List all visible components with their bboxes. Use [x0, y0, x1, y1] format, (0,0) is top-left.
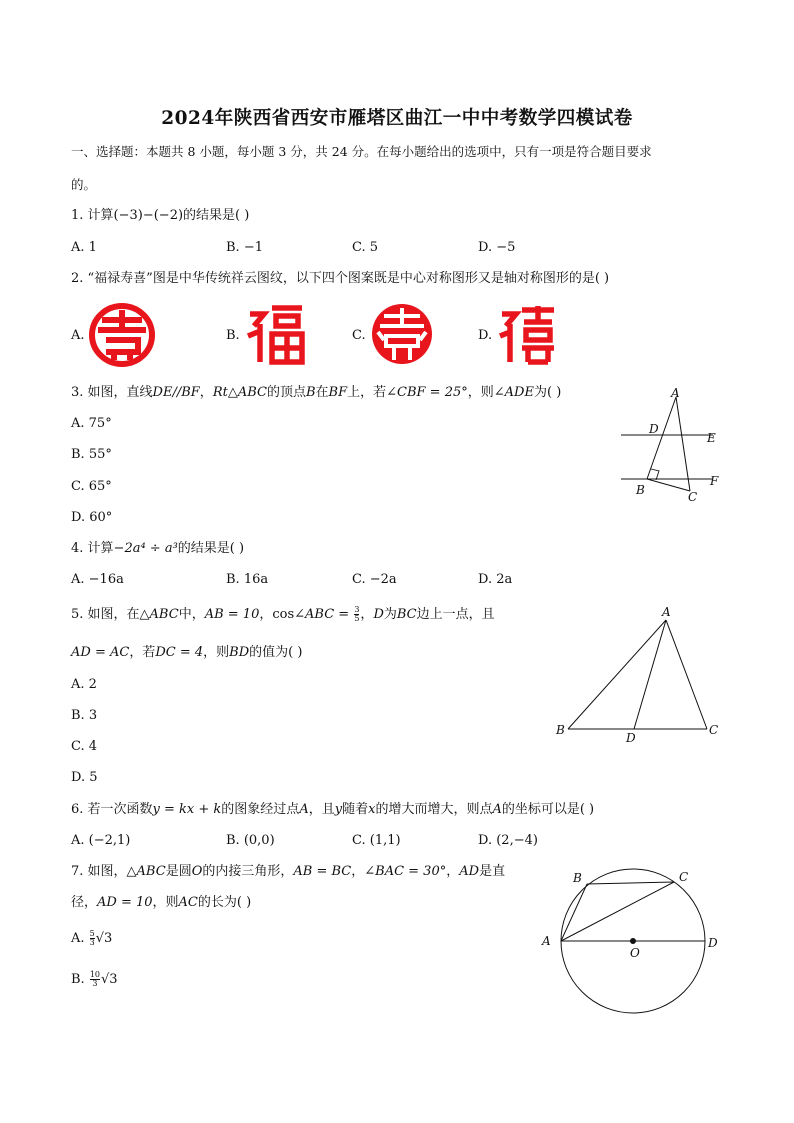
segment-ab	[647, 397, 676, 479]
section-heading-cont: 的。	[71, 177, 97, 192]
q1-stem: 1. 计算(−3)−(−2)的结果是( )	[71, 208, 250, 223]
q3-stem: 3. 如图，直线DE//BF，Rt△ABC的顶点B在BF上，若∠CBF = 25°，则∠ADE为( )	[71, 385, 562, 400]
shou-character-image	[88, 302, 156, 368]
q5-option-d[interactable]: D. 5	[71, 770, 98, 785]
label-d: D	[708, 936, 718, 950]
segment-ab	[561, 884, 587, 941]
q6-option-d[interactable]: D. (2,−4)	[478, 833, 538, 848]
label-b: B	[636, 483, 645, 497]
section-heading: 一、选择题：本题共 8 小题，每小题 3 分，共 24 分。在每小题给出的选项中，只有一项是符合题目要求	[71, 144, 652, 159]
q4-option-d[interactable]: D. 2a	[478, 572, 513, 587]
q2-stem: 2. “福禄寿喜”图是中华传统祥云图纹，以下四个图案既是中心对称图形又是轴对称图形的是( )	[71, 271, 610, 286]
label-a: A	[542, 934, 551, 948]
right-angle-mark	[651, 469, 659, 480]
q6-stem: 6. 若一次函数y = kx + k的图象经过点A，且y随着x的增大而增大，则点A的坐标可以是( )	[71, 802, 595, 817]
q3-option-c[interactable]: C. 65°	[71, 479, 112, 494]
q2-option-d[interactable]: D.	[478, 328, 493, 343]
label-o: O	[630, 946, 640, 960]
q4-option-c[interactable]: C. −2a	[352, 572, 397, 587]
q5-option-c[interactable]: C. 4	[71, 739, 98, 754]
q4-option-b[interactable]: B. 16a	[226, 572, 269, 587]
q7-stem: 7. 如图，△ABC是圆O的内接三角形，AB = BC，∠BAC = 30°，AD是直	[71, 864, 506, 879]
q6-option-a[interactable]: A. (−2,1)	[71, 833, 131, 848]
q7-figure	[535, 862, 725, 1020]
q5-option-b[interactable]: B. 3	[71, 708, 98, 723]
q3-option-b[interactable]: B. 55°	[71, 447, 112, 462]
label-b: B	[573, 871, 582, 885]
q1-option-c[interactable]: C. 5	[352, 240, 379, 255]
label-d: D	[649, 422, 659, 436]
segment-ac	[561, 882, 674, 941]
q7-option-b[interactable]: B. $\frac{10}{3}$ √3	[71, 970, 118, 988]
q3-option-d[interactable]: D. 60°	[71, 510, 113, 525]
q5-figure	[552, 602, 728, 748]
label-c: C	[688, 490, 698, 504]
segment-ac	[676, 397, 690, 491]
label-c: C	[709, 723, 719, 737]
xi-character-image	[496, 302, 558, 366]
q5-stem-cont: AD = AC，若DC = 4，则BD的值为( )	[71, 645, 303, 660]
q1-option-b[interactable]: B. −1	[226, 240, 263, 255]
fu-character-image	[244, 302, 306, 366]
label-c: C	[679, 870, 689, 884]
label-d: D	[626, 731, 636, 745]
segment-ad	[634, 620, 666, 729]
label-a: A	[662, 605, 671, 619]
q3-figure	[615, 385, 725, 505]
q1-option-a[interactable]: A. 1	[71, 240, 97, 255]
q3-option-a[interactable]: A. 75°	[71, 416, 112, 431]
label-e: E	[707, 431, 716, 445]
q1-option-d[interactable]: D. −5	[478, 240, 516, 255]
q7-option-a[interactable]: A. $\frac{5}{3}$ √3	[71, 929, 113, 947]
q2-option-b[interactable]: B.	[226, 328, 240, 343]
q5-option-a[interactable]: A. 2	[71, 677, 97, 692]
label-f: F	[710, 474, 719, 488]
segment-ac	[666, 620, 707, 729]
fraction-3-5: $\frac{3}{5}$	[354, 605, 360, 623]
label-b: B	[556, 723, 565, 737]
segment-ab	[568, 620, 666, 729]
segment-bc	[647, 479, 690, 491]
q5-stem: 5. 如图，在△ABC中，AB = 10，cos∠ABC = $\frac{3}{5}$ ，D为BC边上一点，且	[71, 605, 495, 623]
label-a: A	[671, 386, 680, 400]
q4-option-a[interactable]: A. −16a	[71, 572, 124, 587]
q7-stem-cont: 径，AD = 10，则AC的长为( )	[71, 895, 252, 910]
q2-option-a[interactable]: A.	[71, 328, 85, 343]
lu-character-image	[370, 302, 434, 366]
q6-option-c[interactable]: C. (1,1)	[352, 833, 401, 848]
q4-stem: 4. 计算−2a⁴ ÷ a³的结果是( )	[71, 541, 245, 556]
page-title: 2024年陕西省西安市雁塔区曲江一中中考数学四模试卷	[161, 108, 633, 129]
q6-option-b[interactable]: B. (0,0)	[226, 833, 275, 848]
segment-bc	[587, 882, 674, 884]
center-point	[630, 938, 636, 944]
q2-option-c[interactable]: C.	[352, 328, 366, 343]
